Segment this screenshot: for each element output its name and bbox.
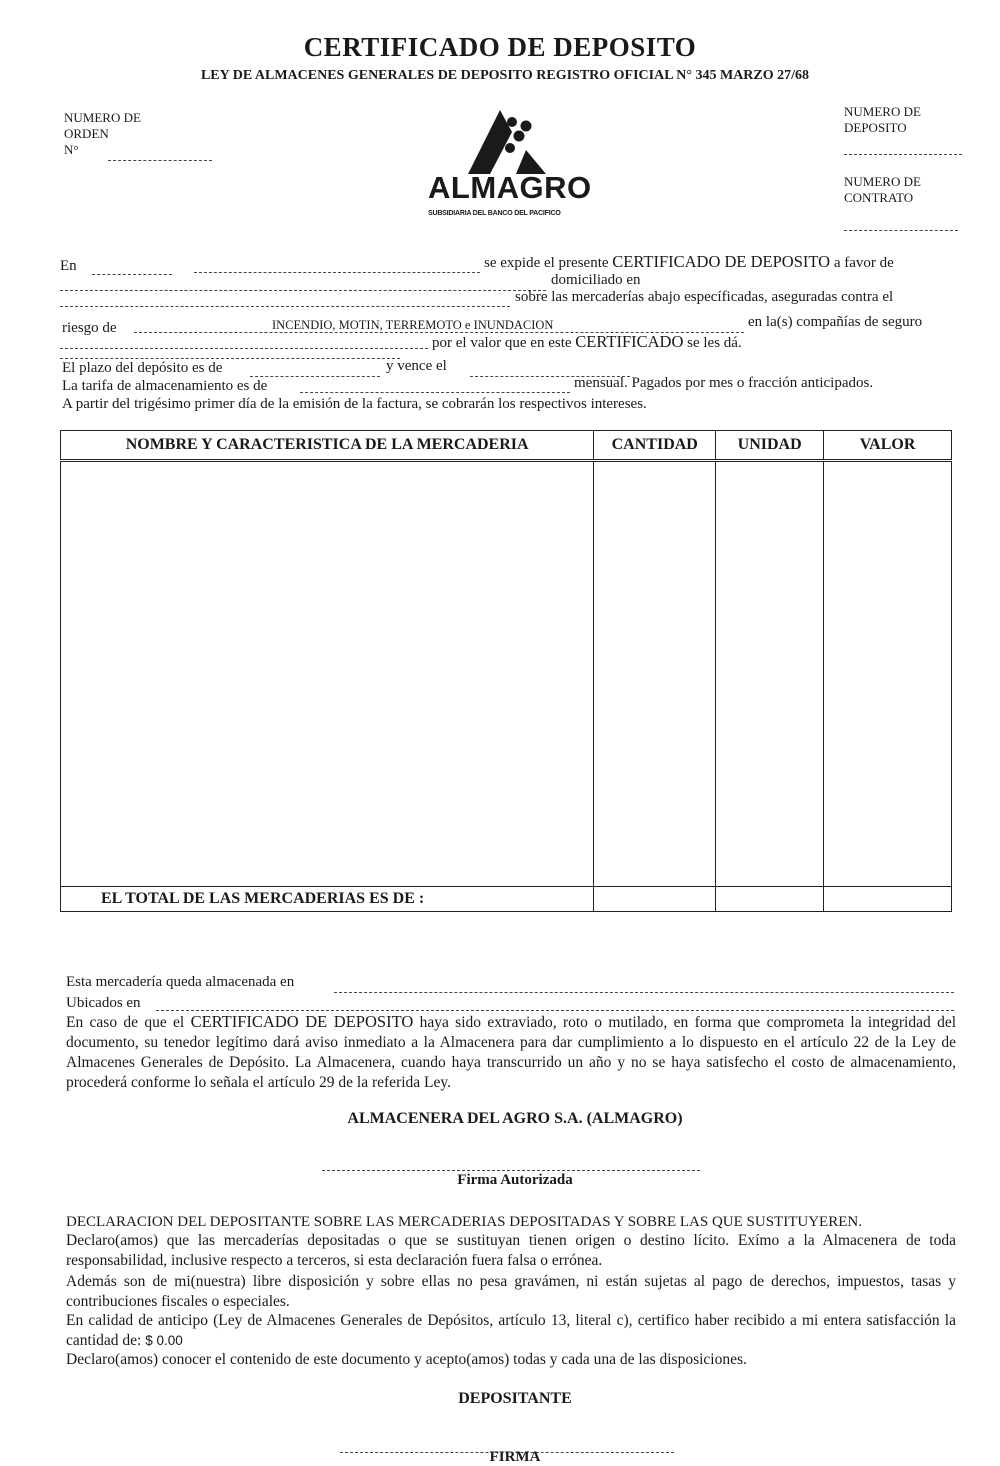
located-field[interactable] [156,1010,954,1011]
advance-text: En calidad de anticipo (Ley de Almacenes Generales de Depósitos, artículo 13, literal c), certifico haber recibido a mi entera satisfacción la cantidad de: [66,1312,956,1349]
order-label-line2: ORDEN [64,126,109,141]
quantity-cell[interactable] [594,461,716,887]
almagro-logo-icon [428,106,598,176]
term-field[interactable] [250,376,380,377]
declaration-paragraph-2: Además son de mi(nuestra) libre disposición y sobre ellas no pesa gravámen, ni están sujetas al pago de derechos, impuestos, tasas y contribuciones fiscales o especiales. [66,1273,956,1310]
declaration-paragraph-4: Declaro(amos) conocer el contenido de este documento y acepto(amos) todas y cada una de las disposiciones. [66,1351,747,1368]
deposit-number-label [844,104,921,136]
goods-description-cell[interactable] [61,461,594,887]
depositante-label: DEPOSITANTE [458,1390,572,1407]
storage-location-field[interactable] [334,992,954,993]
beneficiary-field[interactable] [60,290,546,291]
contract-number-label [844,174,921,206]
contract-label-line2: CONTRATO [844,190,914,205]
total-value-cell[interactable] [824,887,952,912]
deposit-label-line1: NUMERO DE [844,104,921,119]
deposit-number-field[interactable] [844,154,962,155]
risk-values: INCENDIO, MOTIN, TERREMOTO e INUNDACION [272,318,554,332]
contract-label-line1: NUMERO DE [844,174,921,189]
domiciliado-label: domiciliado en [551,272,641,288]
document-subtitle: LEY DE ALMACENES GENERALES DE DEPOSITO REGISTRO OFICIAL N° 345 MARZO 27/68 [200,68,810,83]
logo-tagline: SUBSIDIARIA DEL BANCO DEL PACIFICO [428,210,561,217]
goods-table [60,430,952,912]
value-cell[interactable] [824,461,952,887]
header-nombre: NOMBRE Y CARACTERISTICA DE LA MERCADERIA [61,431,594,461]
authorized-signature-line[interactable] [322,1170,700,1171]
riesgo-label: riesgo de [62,320,117,336]
expide-line [484,252,894,272]
total-quantity-cell[interactable] [594,887,716,912]
document-title: CERTIFICADO DE DEPOSITO [303,32,697,62]
order-label-line1: NUMERO DE [64,110,141,125]
authorized-signature-label: Firma Autorizada [457,1172,573,1188]
rate-field[interactable] [300,392,570,393]
por-valor-text: por el valor que en este [432,335,572,351]
por-valor-line [432,332,742,352]
cert-short-text: CERTIFICADO [575,332,684,351]
declaration-heading: DECLARACION DEL DEPOSITANTE SOBRE LAS MERCADERIAS DEPOSITADAS Y SOBRE LAS QUE SUSTITUYEREN. [66,1214,862,1230]
loss-text-rest: haya sido extraviado, roto o mutilado, en forma que comprometa la integridad del documento, su tenedor legítimo dará aviso inmediato a la Almacenera para dar cumplimiento a lo dispuesto en el artículo 22 de la Ley de Almacenes Generales de Depósito. La Almacenera, cuando haya transcurrido un año y no se haya satisfecho el costo de almacenamiento, procederá conforme lo señala el artículo 29 de la referida Ley. [66,1014,957,1091]
tarifa-label: La tarifa de almacenamiento es de [62,378,268,394]
header-cantidad: CANTIDAD [594,431,716,461]
se-les-da-text: se les dá. [687,335,742,351]
expide-text: se expide el presente [484,255,609,271]
loss-text-start: En caso de que el [66,1014,191,1031]
table-header-row [61,431,952,461]
loss-paragraph [66,1012,956,1093]
a-favor-text: a favor de [833,255,894,271]
order-number-field[interactable] [108,160,212,161]
logo-name: ALMAGRO [428,170,592,205]
deposit-label-line2: DEPOSITO [844,120,907,135]
contract-number-field[interactable] [844,230,958,231]
en-label: En [60,258,77,274]
cert-name-text: CERTIFICADO DE DEPOSITO [612,252,831,271]
insurance-company-field[interactable] [60,348,428,349]
company-name: ALMACENERA DEL AGRO S.A. (ALMAGRO) [347,1110,683,1127]
companias-text: en la(s) compañías de seguro [748,314,923,330]
city-field[interactable] [92,274,172,275]
declaration-paragraph-3 [66,1311,956,1351]
table-body-row [61,461,952,887]
address-field[interactable] [60,306,510,307]
mensual-text: mensual. Pagados por mes o fracción anticipados. [574,375,874,391]
declaration-paragraph-1: Declaro(amos) que las mercaderías depositadas o que se sustituyan tienen origen o destino lícito. Exímo a la Almacenera de toda responsabilidad, inclusive respecto a terceros, si esta declaración fuera falsa o errónea. [66,1232,956,1269]
sobre-text: sobre las mercaderías abajo específicadas, aseguradas contra el [515,289,894,305]
firma-label: FIRMA [489,1449,541,1465]
total-unit-cell[interactable] [716,887,824,912]
ubicados-label: Ubicados en [66,995,141,1011]
header-unidad: UNIDAD [716,431,824,461]
header-valor: VALOR [824,431,952,461]
almacenada-label: Esta mercadería queda almacenada en [66,974,295,990]
total-label: EL TOTAL DE LAS MERCADERIAS ES DE : [61,887,594,912]
separator-dash [60,358,400,359]
order-label-line3: N° [64,142,79,157]
unit-cell[interactable] [716,461,824,887]
date-field[interactable] [194,272,480,273]
vence-label: y vence el [386,358,447,374]
plazo-label: El plazo del depósito es de [62,360,223,376]
loss-cert-name: CERTIFICADO DE DEPOSITO [190,1012,414,1031]
advance-amount: $ 0.00 [145,1333,183,1348]
order-number-label [64,110,141,158]
table-total-row [61,887,952,912]
intereses-text: A partir del trigésimo primer día de la emisión de la factura, se cobrarán los respectivos intereses. [62,396,647,412]
